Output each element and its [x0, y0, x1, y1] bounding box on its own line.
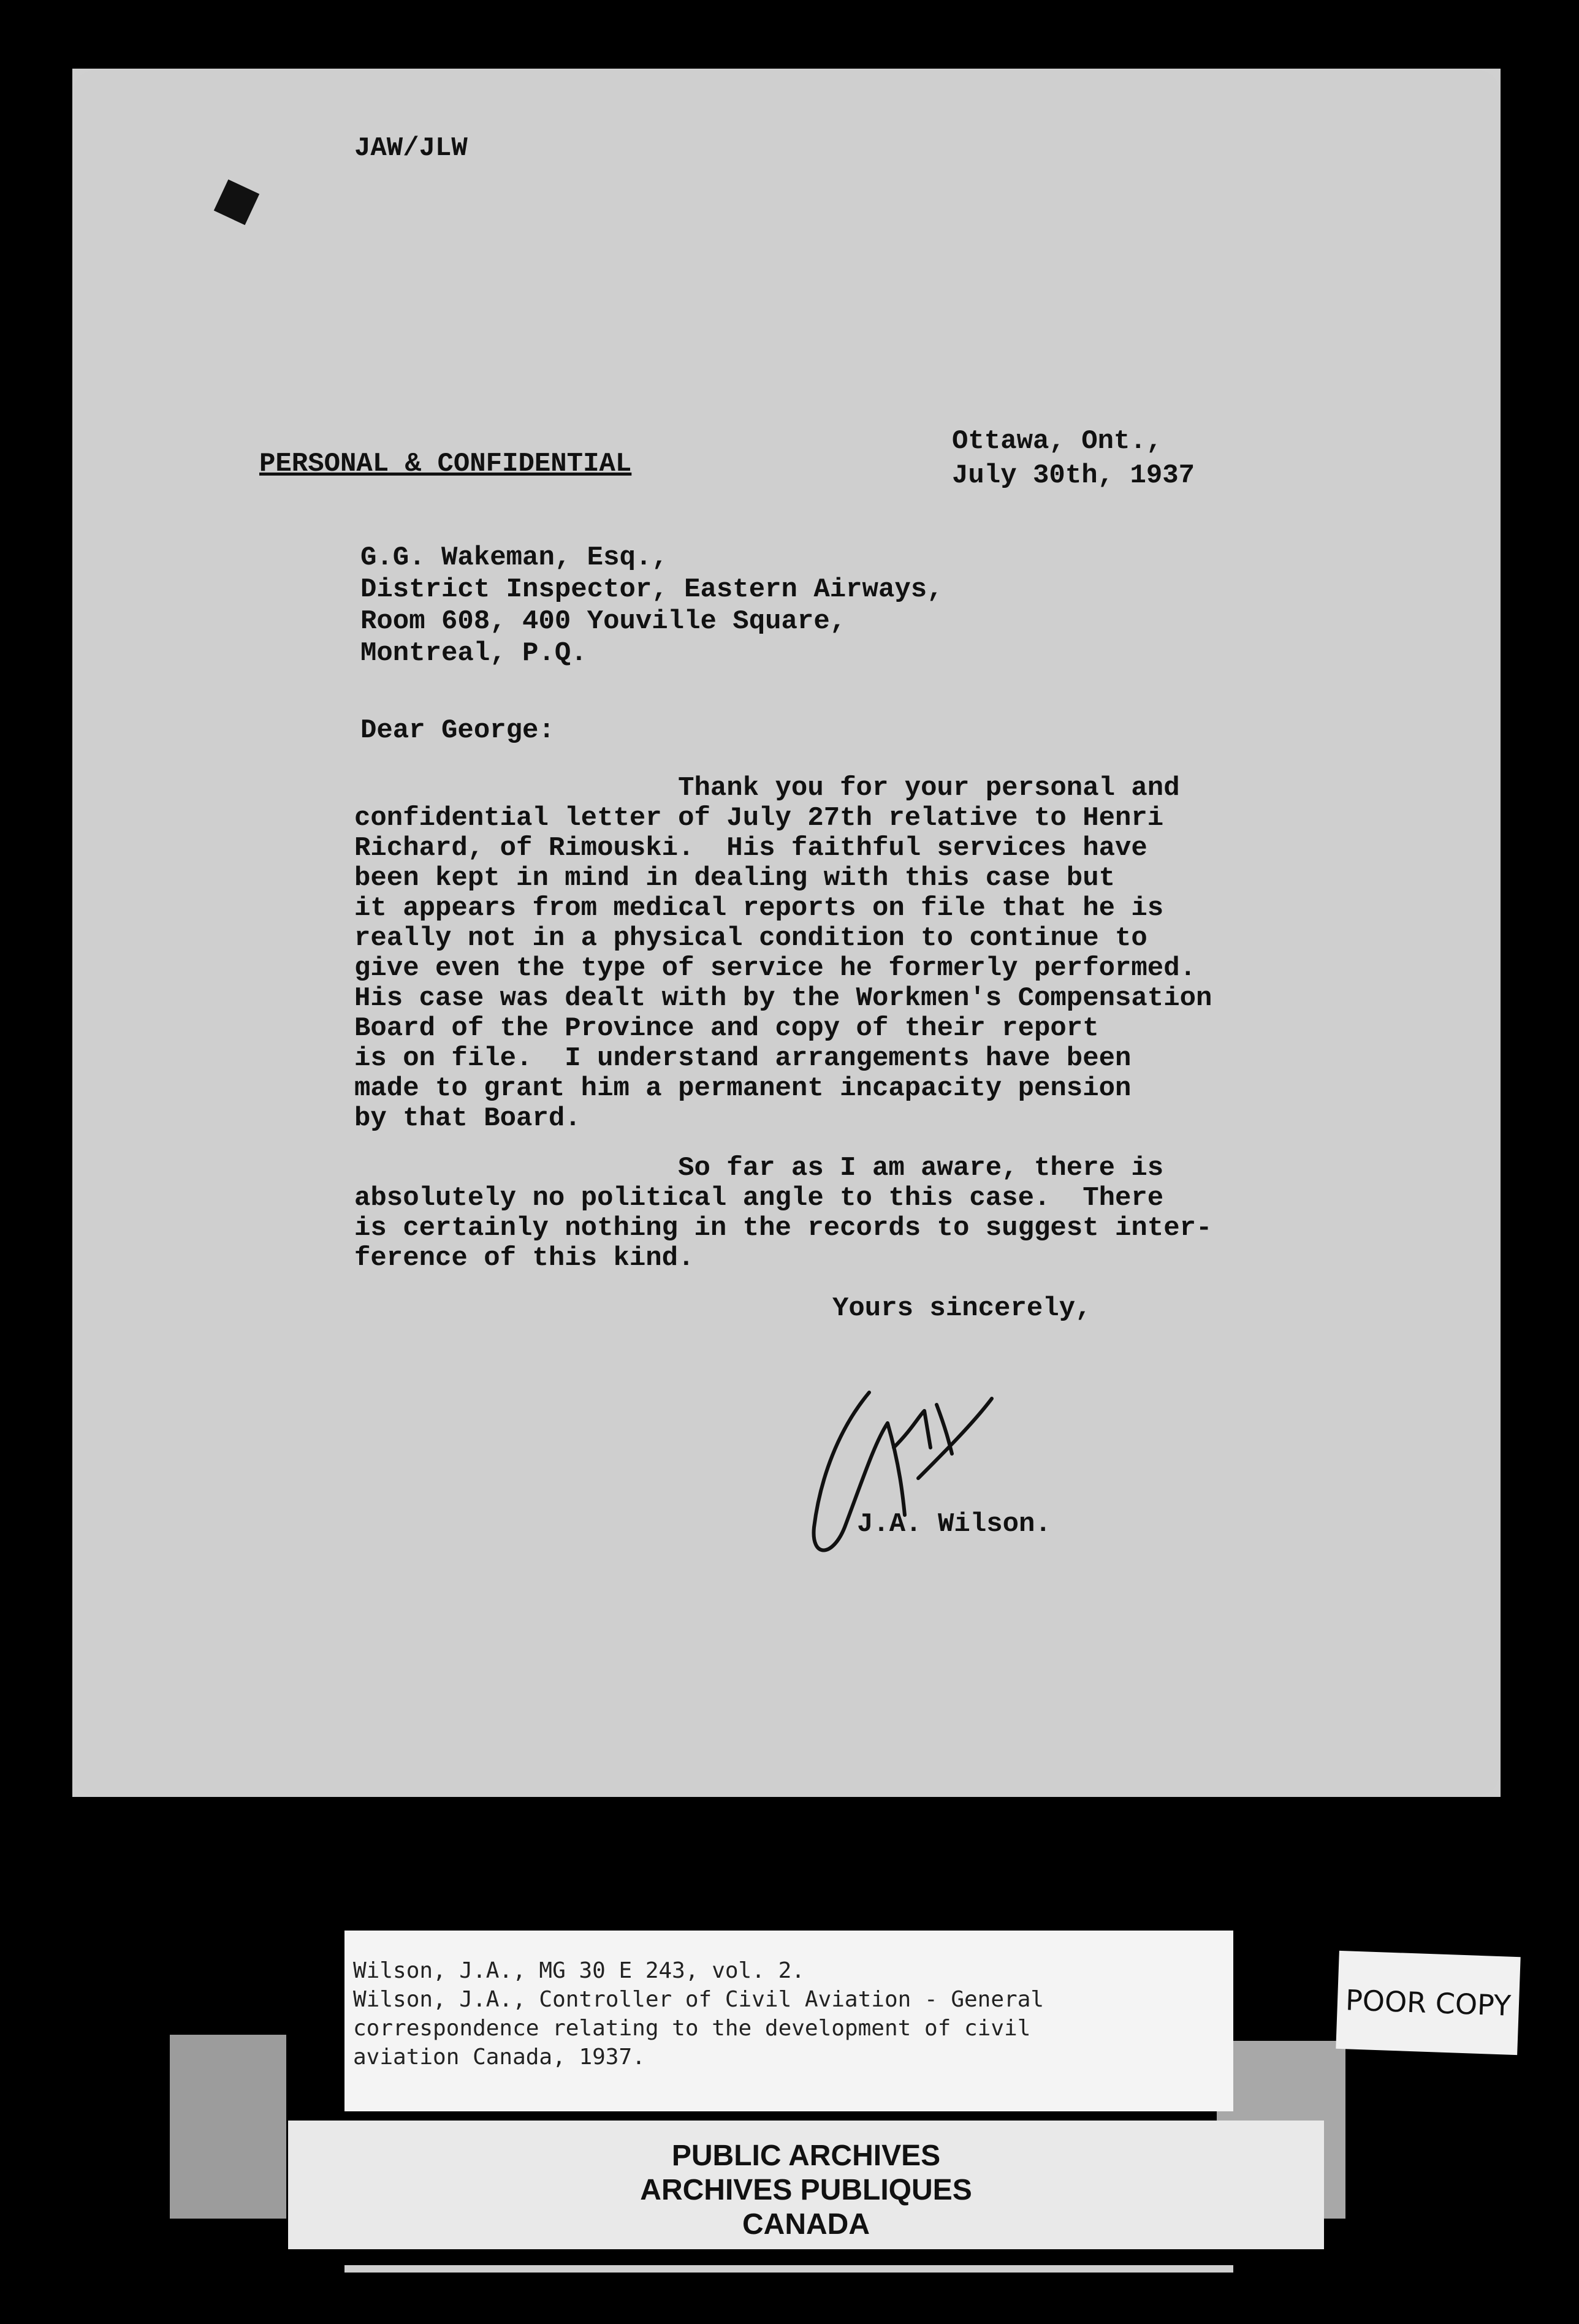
place-date — [952, 424, 1195, 493]
address-line: G.G. Wakeman, Esq., — [360, 542, 668, 573]
letter-page — [72, 69, 1501, 1797]
signer-name: J.A. Wilson. — [857, 1509, 1051, 1540]
label-line: Wilson, J.A., MG 30 E 243, vol. 2. — [353, 1958, 805, 1983]
text-line: ference of this kind. — [354, 1243, 694, 1274]
archives-line-en: PUBLIC ARCHIVES — [671, 2140, 941, 2172]
label-tab-left — [170, 2035, 286, 2219]
text-line: His case was dealt with by the Workmen's Compensation — [354, 983, 1212, 1014]
punch-hole-mark — [214, 180, 259, 225]
text-line: by that Board. — [354, 1103, 581, 1134]
reference-initials: JAW/JLW — [354, 133, 468, 164]
body-paragraph-2 — [354, 1153, 1212, 1274]
text-line: been kept in mind in dealing with this case but — [354, 863, 1116, 894]
confidential-heading: PERSONAL & CONFIDENTIAL — [259, 449, 632, 479]
label-line: Wilson, J.A., Controller of Civil Aviation - General — [353, 1987, 1044, 2012]
handwritten-signature — [796, 1356, 998, 1589]
text-line: it appears from medical reports on file that he is — [354, 893, 1164, 924]
label-bottom-strip — [344, 2265, 1233, 2273]
closing: Yours sincerely, — [832, 1293, 1092, 1324]
text-line: is certainly nothing in the records to suggest inter- — [354, 1213, 1212, 1244]
address-line: District Inspector, Eastern Airways, — [360, 574, 943, 605]
text-line: is on file. I understand arrangements have been — [354, 1043, 1132, 1074]
text-line: Richard, of Rimouski. His faithful services have — [354, 833, 1147, 864]
text-line: confidential letter of July 27th relative to Henri — [354, 803, 1164, 834]
date-line: July 30th, 1937 — [952, 460, 1195, 491]
address-line: Montreal, P.Q. — [360, 638, 587, 669]
text-line: made to grant him a permanent incapacity pension — [354, 1073, 1132, 1104]
archive-label — [344, 1931, 1233, 2111]
poor-copy-note: POOR COPY — [1336, 1951, 1520, 2055]
text-line: Board of the Province and copy of their report — [354, 1013, 1099, 1044]
text-line: So far as I am aware, there is — [354, 1153, 1164, 1183]
label-line: correspondence relating to the development of civil — [353, 2016, 1031, 2041]
archives-line-country: CANADA — [742, 2208, 870, 2241]
text-line: Thank you for your personal and — [354, 773, 1180, 803]
recipient-address — [360, 542, 943, 669]
salutation: Dear George: — [360, 715, 555, 746]
label-line: aviation Canada, 1937. — [353, 2045, 645, 2070]
archives-line-fr: ARCHIVES PUBLIQUES — [640, 2174, 972, 2206]
text-line: absolutely no political angle to this case. There — [354, 1183, 1164, 1213]
text-line: really not in a physical condition to continue to — [354, 923, 1147, 954]
archives-stamp — [288, 2121, 1324, 2249]
place-line: Ottawa, Ont., — [952, 426, 1163, 457]
text-line: give even the type of service he formerly performed. — [354, 953, 1197, 984]
body-paragraph-1 — [354, 773, 1212, 1134]
address-line: Room 608, 400 Youville Square, — [360, 606, 847, 637]
